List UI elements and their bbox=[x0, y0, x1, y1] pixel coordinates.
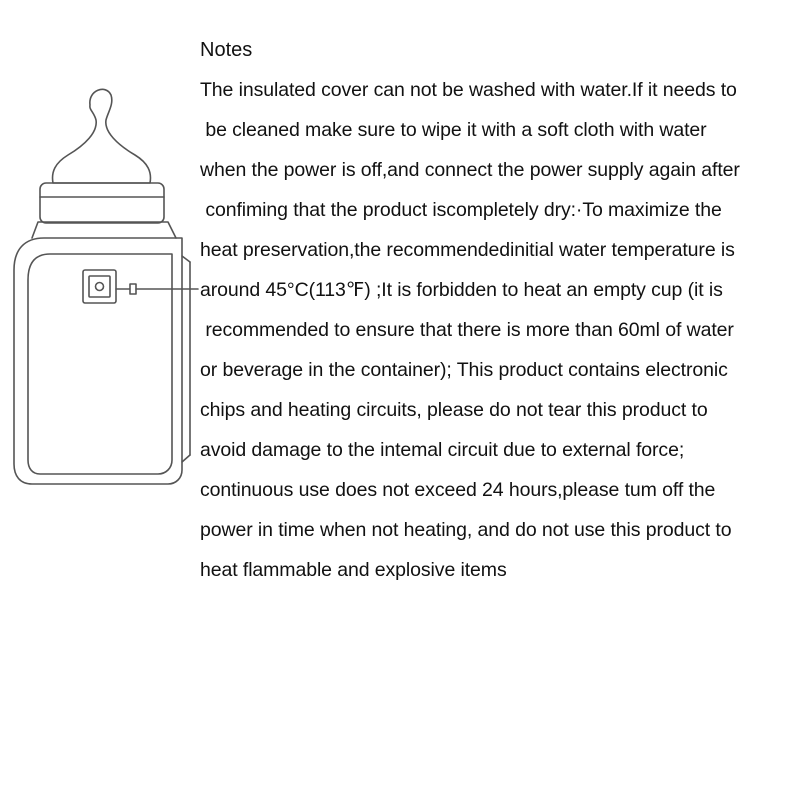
bottle-collar bbox=[40, 183, 164, 223]
note-line: chips and heating circuits, please do not tear this product to bbox=[200, 399, 708, 421]
note-line: be cleaned make sure to wipe it with a soft cloth with water bbox=[200, 119, 707, 141]
note-line: power in time when not heating, and do not use this product to bbox=[200, 519, 732, 541]
note-line: heat flammable and explosive items bbox=[200, 559, 507, 581]
note-line: when the power is off,and connect the power supply again after bbox=[200, 159, 740, 181]
warmer-top-band bbox=[32, 222, 176, 238]
note-line: The insulated cover can not be washed with water.If it needs to bbox=[200, 79, 737, 101]
notes-title: Notes bbox=[200, 39, 253, 61]
note-line: recommended to ensure that there is more than 60ml of water bbox=[200, 319, 734, 341]
warmer-sleeve bbox=[14, 238, 182, 484]
note-line: heat preservation,the recommendedinitial water temperature is bbox=[200, 239, 735, 261]
power-button-box bbox=[83, 270, 116, 303]
note-line: confiming that the product iscompletely dry:·To maximize the bbox=[200, 199, 722, 221]
note-line: or beverage in the container); This product contains electronic bbox=[200, 359, 728, 381]
power-button-icon bbox=[96, 283, 104, 291]
note-line: avoid damage to the intemal circuit due to external force; bbox=[200, 439, 685, 461]
note-line: around 45°C(113℉) ;It is forbidden to heat an empty cup (it is bbox=[200, 279, 723, 301]
note-line: continuous use does not exceed 24 hours,please tum off the bbox=[200, 479, 716, 501]
bottle-nipple-icon bbox=[53, 89, 151, 183]
usb-cable bbox=[116, 284, 136, 294]
